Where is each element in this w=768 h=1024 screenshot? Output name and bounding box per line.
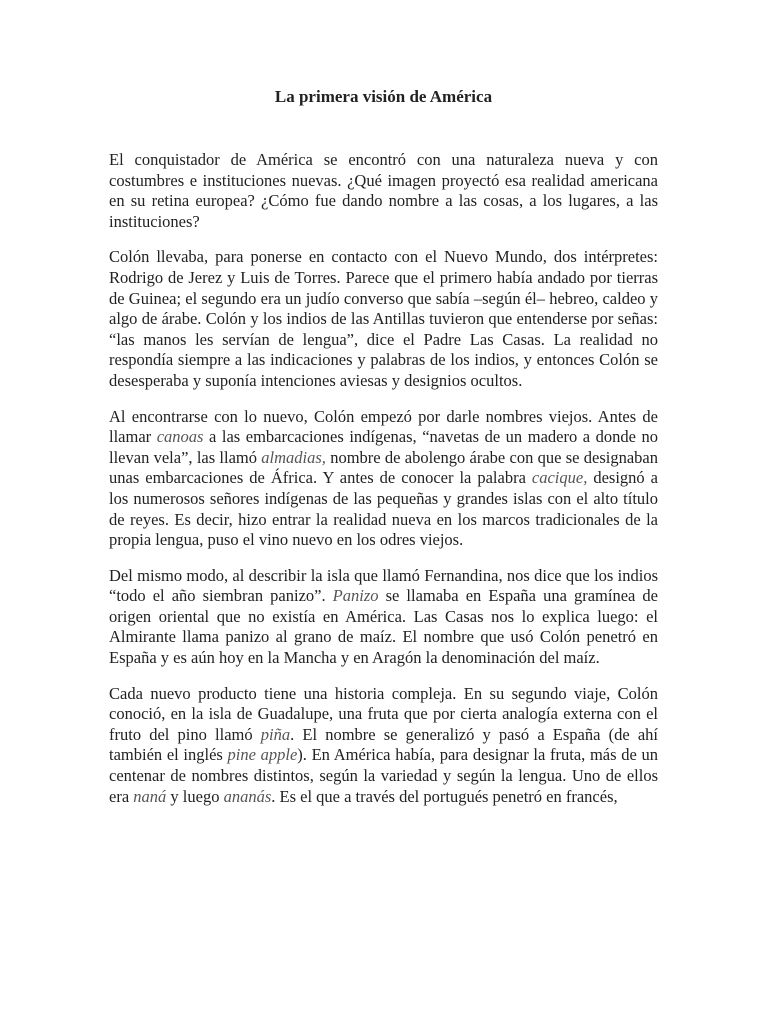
paragraph-text: El conquistador de América se encontró con una naturaleza nueva y con costumbres e instituciones nuevas. ¿Qué imagen proyectó esa realidad americana en su retina europea? ¿Cómo fue dando nombre a las cosas, a los lugares, a las instituciones? [109, 150, 658, 231]
document-title: La primera visión de América [274, 87, 493, 106]
paragraph-text: Cada nuevo producto tiene una historia compleja. En su segundo viaje, Colón conoció, en la isla de Guadalupe, una fruta que por cierta analogía externa con el fruto del pino llamó [109, 683, 658, 744]
paragraph-text: Al encontrarse con lo nuevo, Colón empezó por darle nombres viejos. Antes de llamar [109, 406, 658, 447]
paragraph [109, 684, 658, 808]
italic-term: ananás [223, 786, 272, 806]
paragraph-text: . El nombre se generalizó y pasó a España (de ahí también el inglés [109, 724, 658, 765]
italic-term: canoas [156, 427, 204, 447]
paragraph-text: Del mismo modo, al describir la isla que llamó Fernandina, nos dice que los indios “todo el año siembran panizo”. [109, 565, 658, 606]
italic-term: naná [133, 786, 167, 806]
paragraph-text: y luego [166, 786, 224, 806]
paragraph [109, 150, 658, 232]
italic-term: almadias, [261, 447, 326, 467]
italic-term: pine apple [227, 745, 298, 765]
paragraph [109, 407, 658, 551]
italic-term: piña [260, 724, 291, 744]
paragraph-text: ). En América había, para designar la fruta, más de un centenar de nombres distintos, según la variedad y según la lengua. Uno de ellos era [109, 745, 658, 806]
paragraph [109, 566, 658, 669]
paragraph-text: designó a los numerosos señores indígenas de las pequeñas y grandes islas con el alto título de reyes. Es decir, hizo entrar la realidad nueva en los marcos tradicionales de la propia lengua, puso el vino nuevo en los odres viejos. [109, 468, 658, 550]
paragraph [109, 247, 658, 391]
italic-term: cacique, [531, 468, 588, 488]
paragraph-text: nombre de abolengo árabe con que se designaban unas embarcaciones de África. Y antes de conocer la palabra [109, 447, 658, 488]
italic-term: Panizo [332, 586, 379, 606]
paragraph-text: a las embarcaciones indígenas, “navetas de un madero a donde no llevan vela”, las llamó [109, 427, 658, 467]
document-body [109, 150, 658, 807]
paragraph-text: se llamaba en España una gramínea de origen oriental que no existía en América. Las Casas nos lo explica luego: el Almirante llama panizo al grano de maíz. El nombre que usó Colón penetró en España y es aún hoy en la Mancha y en Aragón la denominación del maíz. [109, 586, 658, 668]
document-page [109, 86, 658, 822]
paragraph-text: Colón llevaba, para ponerse en contacto con el Nuevo Mundo, dos intérpretes: Rodrigo de Jerez y Luis de Torres. Parece que el primero había andado por tierras de Guinea; el segundo era un judío converso que sabía –según él– hebreo, caldeo y algo de árabe. Colón y los indios de las Antillas tuvieron que entenderse por señas: “las manos les servían de lengua”, dice el Padre Las Casas. La realidad no respondía siempre a las indicaciones y palabras de los indios, y entonces Colón se desesperaba y suponía intenciones aviesas y designios ocultos. [109, 247, 658, 390]
paragraph-text: . Es el que a través del portugués penetró en francés, [271, 786, 618, 806]
